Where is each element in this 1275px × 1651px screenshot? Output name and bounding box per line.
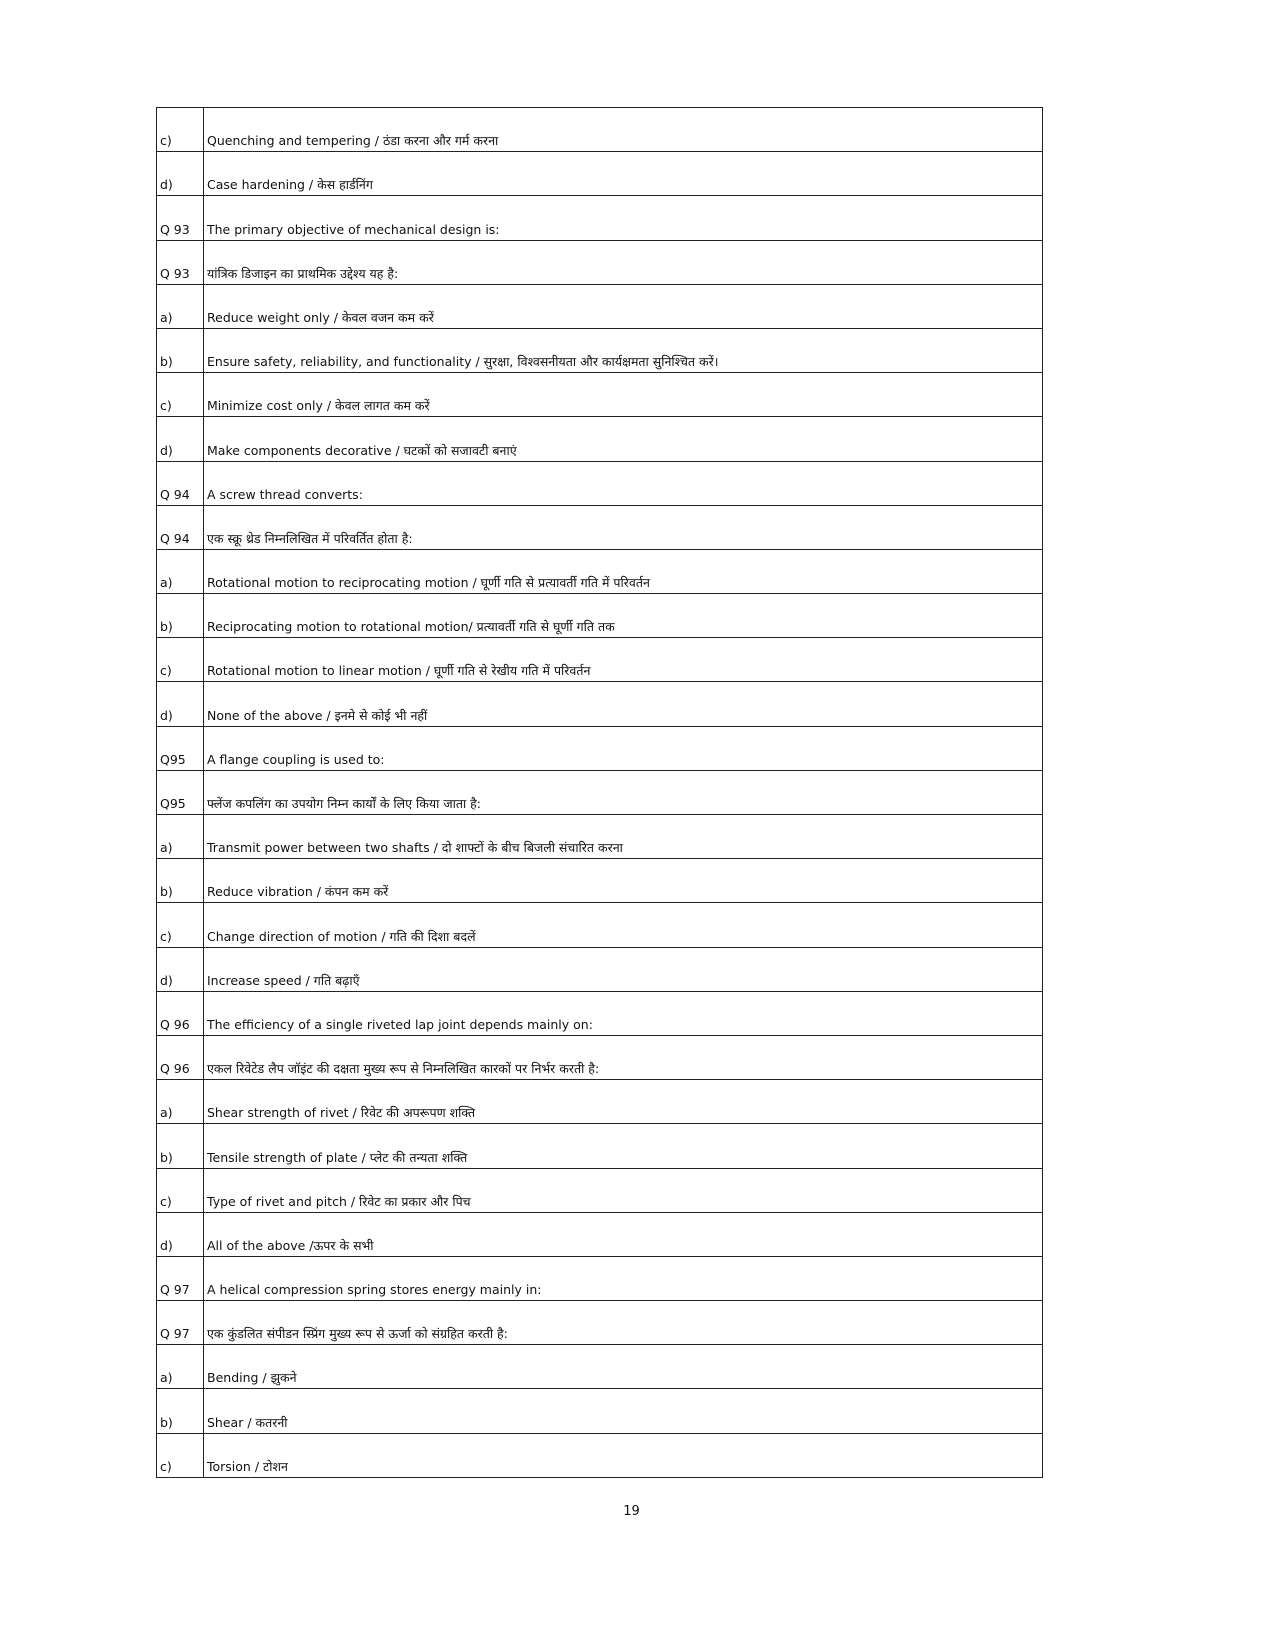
table-row xyxy=(157,1256,1043,1300)
row-text: Torsion / टोशन xyxy=(204,1433,1043,1477)
table-row xyxy=(157,1035,1043,1079)
row-text: Quenching and tempering / ठंडा करना और गर्म करना xyxy=(204,108,1043,152)
row-label: c) xyxy=(157,903,204,947)
row-text: None of the above / इनमे से कोई भी नहीं xyxy=(204,682,1043,726)
row-label: c) xyxy=(157,373,204,417)
table-row xyxy=(157,682,1043,726)
row-text: Transmit power between two shafts / दो शाफ्टों के बीच बिजली संचारित करना xyxy=(204,815,1043,859)
row-label: a) xyxy=(157,1080,204,1124)
table-row xyxy=(157,152,1043,196)
row-label: Q 96 xyxy=(157,991,204,1035)
row-text: Ensure safety, reliability, and functionality / सुरक्षा, विश्वसनीयता और कार्यक्षमता सुनिश्चित करें। xyxy=(204,328,1043,372)
table-row xyxy=(157,1301,1043,1345)
row-label: b) xyxy=(157,859,204,903)
table-row xyxy=(157,1168,1043,1212)
row-text: Shear / कतरनी xyxy=(204,1389,1043,1433)
table-row xyxy=(157,947,1043,991)
row-text: Bending / झुकने xyxy=(204,1345,1043,1389)
table-row xyxy=(157,373,1043,417)
row-label: d) xyxy=(157,682,204,726)
row-text: एक स्क्रू थ्रेड निम्नलिखित में परिवर्तित होता है: xyxy=(204,505,1043,549)
row-text: Increase speed / गति बढ़ाएँ xyxy=(204,947,1043,991)
row-text: Reduce vibration / कंपन कम करें xyxy=(204,859,1043,903)
row-text: A helical compression spring stores energy mainly in: xyxy=(204,1256,1043,1300)
table-row xyxy=(157,903,1043,947)
row-text: Reduce weight only / केवल वजन कम करें xyxy=(204,284,1043,328)
table-row xyxy=(157,108,1043,152)
table-row xyxy=(157,328,1043,372)
row-label: d) xyxy=(157,417,204,461)
table-row xyxy=(157,726,1043,770)
row-text: Change direction of motion / गति की दिशा बदलें xyxy=(204,903,1043,947)
row-label: Q 93 xyxy=(157,196,204,240)
row-label: b) xyxy=(157,1389,204,1433)
row-label: a) xyxy=(157,815,204,859)
row-text: A flange coupling is used to: xyxy=(204,726,1043,770)
row-text: The primary objective of mechanical design is: xyxy=(204,196,1043,240)
page-number: 19 xyxy=(623,1504,640,1519)
row-label: a) xyxy=(157,1345,204,1389)
row-text: Minimize cost only / केवल लागत कम करें xyxy=(204,373,1043,417)
table-row xyxy=(157,505,1043,549)
table-row xyxy=(157,417,1043,461)
row-label: d) xyxy=(157,152,204,196)
row-text: यांत्रिक डिजाइन का प्राथमिक उद्देश्य यह है: xyxy=(204,240,1043,284)
row-text: Rotational motion to reciprocating motion / घूर्णी गति से प्रत्यावर्ती गति में परिवर्तन xyxy=(204,549,1043,593)
table-row xyxy=(157,1389,1043,1433)
row-label: a) xyxy=(157,284,204,328)
row-label: Q 96 xyxy=(157,1035,204,1079)
row-label: d) xyxy=(157,1212,204,1256)
table-row xyxy=(157,1212,1043,1256)
row-text: The efficiency of a single riveted lap joint depends mainly on: xyxy=(204,991,1043,1035)
table-row xyxy=(157,594,1043,638)
question-table xyxy=(156,107,1043,1478)
row-label: d) xyxy=(157,947,204,991)
row-text: A screw thread converts: xyxy=(204,461,1043,505)
row-label: b) xyxy=(157,594,204,638)
row-label: Q95 xyxy=(157,726,204,770)
row-label: Q 97 xyxy=(157,1301,204,1345)
table-row xyxy=(157,461,1043,505)
row-label: c) xyxy=(157,1433,204,1477)
table-row xyxy=(157,549,1043,593)
row-text: एकल रिवेटेड लैप जॉइंट की दक्षता मुख्य रूप से निम्नलिखित कारकों पर निर्भर करती है: xyxy=(204,1035,1043,1079)
row-text: एक कुंडलित संपीडन स्प्रिंग मुख्य रूप से ऊर्जा को संग्रहित करती है: xyxy=(204,1301,1043,1345)
table-row xyxy=(157,991,1043,1035)
row-text: Rotational motion to linear motion / घूर्णी गति से रेखीय गति में परिवर्तन xyxy=(204,638,1043,682)
row-label: Q 94 xyxy=(157,461,204,505)
row-text: फ्लेंज कपलिंग का उपयोग निम्न कार्यों के लिए किया जाता है: xyxy=(204,770,1043,814)
row-label: b) xyxy=(157,328,204,372)
row-text: Reciprocating motion to rotational motion/ प्रत्यावर्ती गति से घूर्णी गति तक xyxy=(204,594,1043,638)
table-row xyxy=(157,1080,1043,1124)
row-label: c) xyxy=(157,108,204,152)
row-label: Q 97 xyxy=(157,1256,204,1300)
row-label: Q95 xyxy=(157,770,204,814)
table-row xyxy=(157,1433,1043,1477)
table-row xyxy=(157,638,1043,682)
row-text: Case hardening / केस हार्डनिंग xyxy=(204,152,1043,196)
row-text: Type of rivet and pitch / रिवेट का प्रकार और पिच xyxy=(204,1168,1043,1212)
table-row xyxy=(157,815,1043,859)
row-label: Q 93 xyxy=(157,240,204,284)
table-row xyxy=(157,1124,1043,1168)
row-text: All of the above /ऊपर के सभी xyxy=(204,1212,1043,1256)
table-row xyxy=(157,770,1043,814)
table-row xyxy=(157,284,1043,328)
row-label: b) xyxy=(157,1124,204,1168)
table-row xyxy=(157,1345,1043,1389)
table-row xyxy=(157,240,1043,284)
row-label: Q 94 xyxy=(157,505,204,549)
row-label: c) xyxy=(157,638,204,682)
row-label: c) xyxy=(157,1168,204,1212)
table-row xyxy=(157,859,1043,903)
row-text: Shear strength of rivet / रिवेट की अपरूपण शक्ति xyxy=(204,1080,1043,1124)
table-row xyxy=(157,196,1043,240)
row-text: Tensile strength of plate / प्लेट की तन्यता शक्ति xyxy=(204,1124,1043,1168)
row-label: a) xyxy=(157,549,204,593)
row-text: Make components decorative / घटकों को सजावटी बनाएं xyxy=(204,417,1043,461)
